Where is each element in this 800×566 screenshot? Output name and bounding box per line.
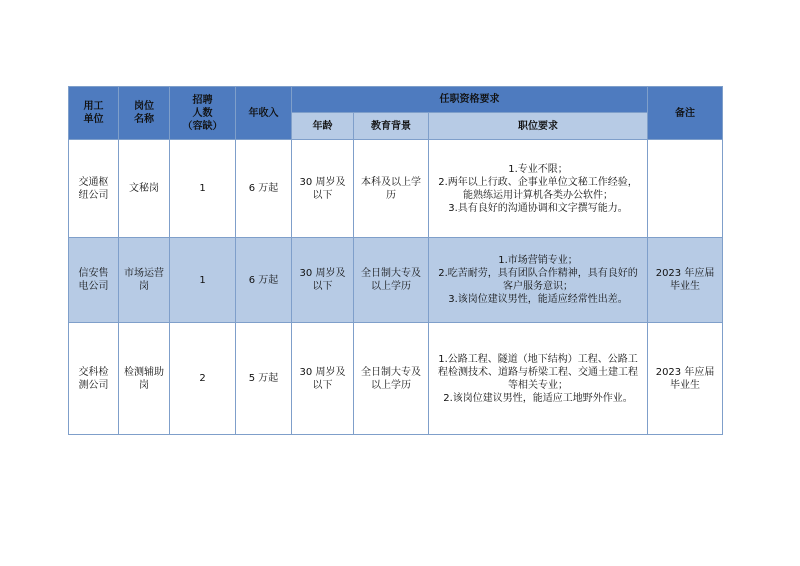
cell-age	[292, 238, 354, 323]
cell-education-line1: 本科及以上学	[361, 176, 421, 188]
cell-unit	[69, 238, 119, 323]
cell-note-line2: 毕业生	[670, 379, 701, 391]
cell-age-line1: 30 周岁及	[299, 268, 346, 279]
cell-count: 2	[170, 323, 236, 435]
cell-note	[648, 140, 723, 238]
cell-note	[648, 323, 723, 435]
cell-age	[292, 323, 354, 435]
cell-post: 检测辅助岗	[119, 323, 170, 435]
cell-income: 6 万起	[236, 238, 292, 323]
cell-count: 1	[170, 140, 236, 238]
cell-unit	[69, 140, 119, 238]
header-post	[119, 87, 170, 140]
cell-education-line2: 以上学历	[371, 281, 411, 292]
requirement-line: 2.两年以上行政、企事业单位文秘工作经验，	[438, 176, 638, 188]
requirement-line: 2.吃苦耐劳，具有团队合作精神，具有良好的	[438, 268, 638, 279]
requirement-line: 2.该岗位建议男性，能适应工地野外作业。	[443, 392, 633, 404]
requirement-line: 客户服务意识；	[503, 281, 574, 292]
cell-note-line2: 毕业生	[670, 281, 701, 292]
cell-age-line2: 以下	[312, 281, 333, 292]
header-age: 年龄	[292, 113, 354, 140]
cell-age-line1: 30 周岁及	[299, 366, 346, 378]
cell-unit	[69, 323, 119, 435]
requirement-line: 等相关专业；	[508, 379, 569, 391]
cell-age-line2: 以下	[312, 379, 333, 391]
cell-unit-line1: 交通枢	[78, 176, 109, 188]
header-unit	[69, 87, 119, 140]
header-post-line2: 名称	[134, 114, 154, 125]
requirement-line: 1.专业不限；	[508, 163, 568, 175]
cell-age	[292, 140, 354, 238]
header-count-line1: 招聘	[192, 94, 213, 106]
header-note: 备注	[648, 87, 723, 140]
cell-note-line1: 2023 年应届	[655, 268, 715, 279]
header-row-1	[69, 87, 723, 113]
cell-note	[648, 238, 723, 323]
requirement-line: 程检测技术、道路与桥梁工程、交通土建工程	[438, 366, 639, 378]
recruitment-table	[68, 86, 723, 435]
cell-unit-line1: 信安售	[78, 268, 109, 279]
cell-education-line2: 以上学历	[371, 379, 411, 391]
requirement-line: 1.公路工程、隧道（地下结构）工程、公路工	[438, 353, 638, 365]
cell-education-line2: 历	[386, 189, 396, 201]
table-row	[69, 238, 723, 323]
header-income: 年收入	[236, 87, 292, 140]
cell-unit-line2: 电公司	[78, 281, 109, 292]
cell-age-line1: 30 周岁及	[299, 176, 346, 188]
cell-education	[354, 140, 429, 238]
header-unit-line2: 单位	[83, 114, 104, 125]
cell-post: 文秘岗	[119, 140, 170, 238]
header-count-line3: （容缺）	[182, 120, 223, 132]
cell-age-line2: 以下	[312, 189, 333, 201]
cell-education-line1: 全日制大专及	[361, 366, 421, 378]
cell-unit-line1: 交科检	[78, 366, 109, 378]
cell-education-line1: 全日制大专及	[361, 268, 421, 279]
header-count	[170, 87, 236, 140]
header-duties: 职位要求	[429, 113, 648, 140]
requirement-line: 1.市场营销专业；	[498, 255, 578, 266]
cell-requirements	[429, 238, 648, 323]
table-row	[69, 323, 723, 435]
cell-requirements	[429, 140, 648, 238]
cell-unit-line2: 测公司	[78, 379, 109, 391]
cell-education	[354, 238, 429, 323]
cell-education	[354, 323, 429, 435]
cell-note-line1: 2023 年应届	[655, 366, 715, 378]
requirement-line: 3.该岗位建议男性，能适应经常性出差。	[448, 294, 628, 305]
cell-post: 市场运营岗	[119, 238, 170, 323]
requirement-line: 3.具有良好的沟通协调和文字撰写能力。	[448, 202, 628, 214]
header-unit-line1: 用工	[83, 101, 104, 112]
cell-income: 5 万起	[236, 323, 292, 435]
header-count-line2: 人数	[192, 107, 213, 119]
table-row	[69, 140, 723, 238]
header-education: 教育背景	[354, 113, 429, 140]
cell-income: 6 万起	[236, 140, 292, 238]
cell-requirements	[429, 323, 648, 435]
cell-count: 1	[170, 238, 236, 323]
header-post-line1: 岗位	[134, 101, 154, 112]
requirement-line: 能熟练运用计算机各类办公软件；	[463, 189, 614, 201]
cell-unit-line2: 纽公司	[78, 189, 109, 201]
header-requirements-group: 任职资格要求	[292, 87, 648, 113]
